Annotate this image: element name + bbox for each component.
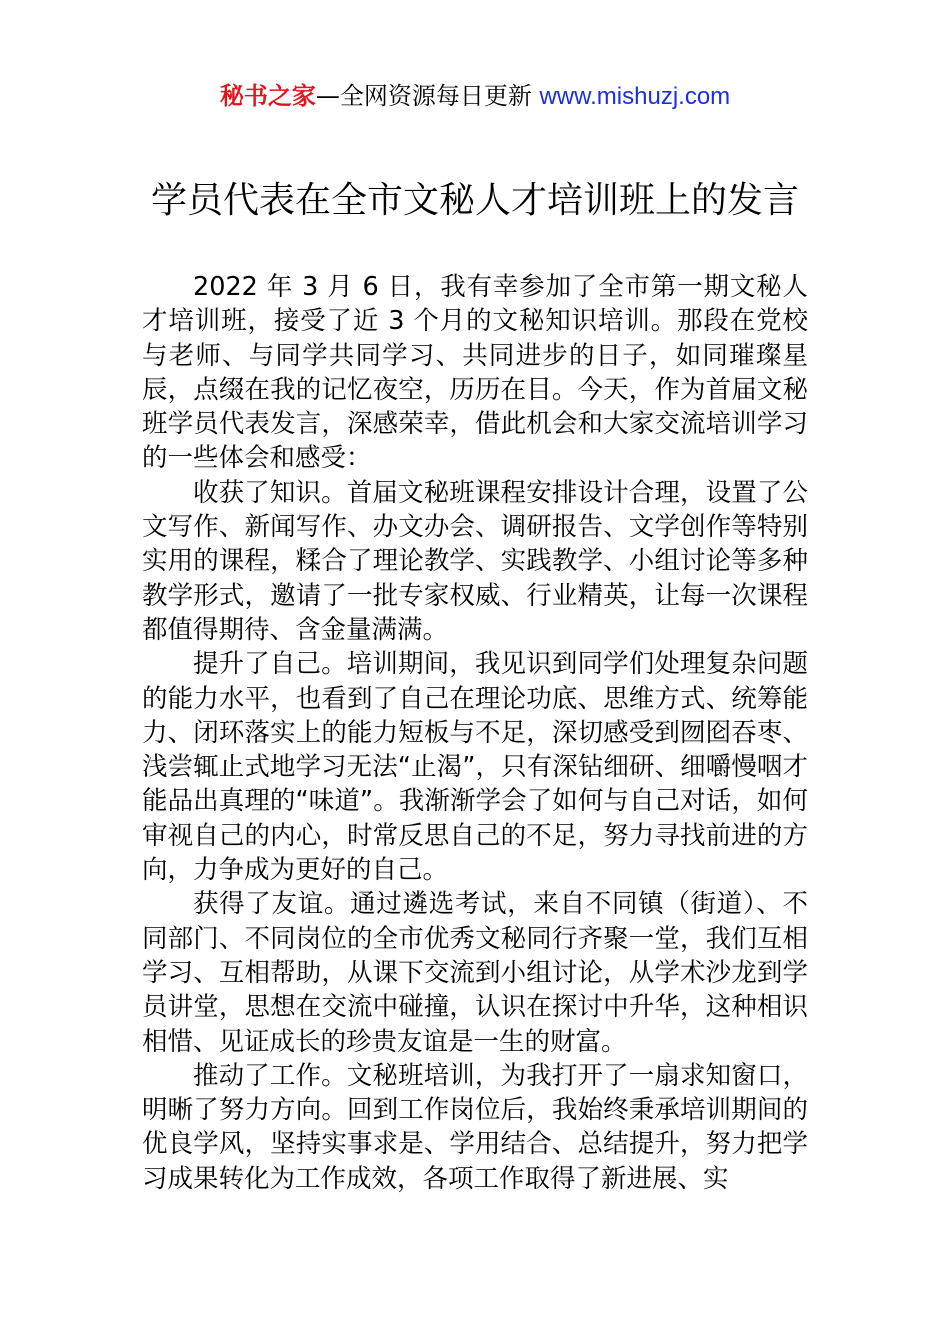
brand-name: 秘书之家 [219,82,316,110]
document-title: 学员代表在全市文秘人才培训班上的发言 [150,180,799,221]
paragraph-friendship: 获得了友谊。通过遴选考试，来自不同镇（街道）、不同部门、不同岗位的全市优秀文秘同行齐聚一堂，我们互相学习、互相帮助，从课下交流到小组讨论，从学术沙龙到学员讲堂，思想在交流中碰撞，认识在探讨中升华，这种相识相惜、见证成长的珍贵友谊是一生的财富。 [142,889,808,1057]
header-tagline: —全网资源每日更新 [315,82,540,110]
paragraph-self-improvement: 提升了自己。培训期间，我见识到同学们处理复杂问题的能力水平，也看到了自己在理论功底、思维方式、统筹能力、闭环落实上的能力短板与不足，深切感受到囫囵吞枣、浅尝辄止式地学习无法“止渴”，只有深钻细研、细嚼慢咽才能品出真理的“味道”。我渐渐学会了如何与自己对话，如何审视自己的内心，时常反思自己的不足，努力寻找前进的方向，力争成为更好的自己。 [142,649,808,886]
site-header [0,80,950,113]
paragraph-knowledge: 收获了知识。首届文秘班课程安排设计合理，设置了公文写作、新闻写作、办文办会、调研报告、文学创作等特别实用的课程，糅合了理论教学、实践教学、小组讨论等多种教学形式，邀请了一批专家权威、行业精英，让每一次课程都值得期待、含金量满满。 [142,477,808,645]
site-url-link[interactable]: www.mishuzj.com [539,83,731,110]
paragraph-work: 推动了工作。文秘班培训，为我打开了一扇求知窗口，明晰了努力方向。回到工作岗位后，我始终秉承培训期间的优良学风，坚持实事求是、学用结合、总结提升，努力把学习成果转化为工作成效，各项工作取得了新进展、实 [142,1060,808,1194]
document-body [142,270,808,1196]
paragraph-intro: 2022 年 3 月 6 日，我有幸参加了全市第一期文秘人才培训班，接受了近 3 个月的文秘知识培训。那段在党校与老师、与同学共同学习、共同进步的日子，如同璀璨星辰，点缀在我的记忆夜空，历历在目。今天，作为首届文秘班学员代表发言，深感荣幸，借此机会和大家交流培训学习的一些体会和感受： [142,272,808,474]
